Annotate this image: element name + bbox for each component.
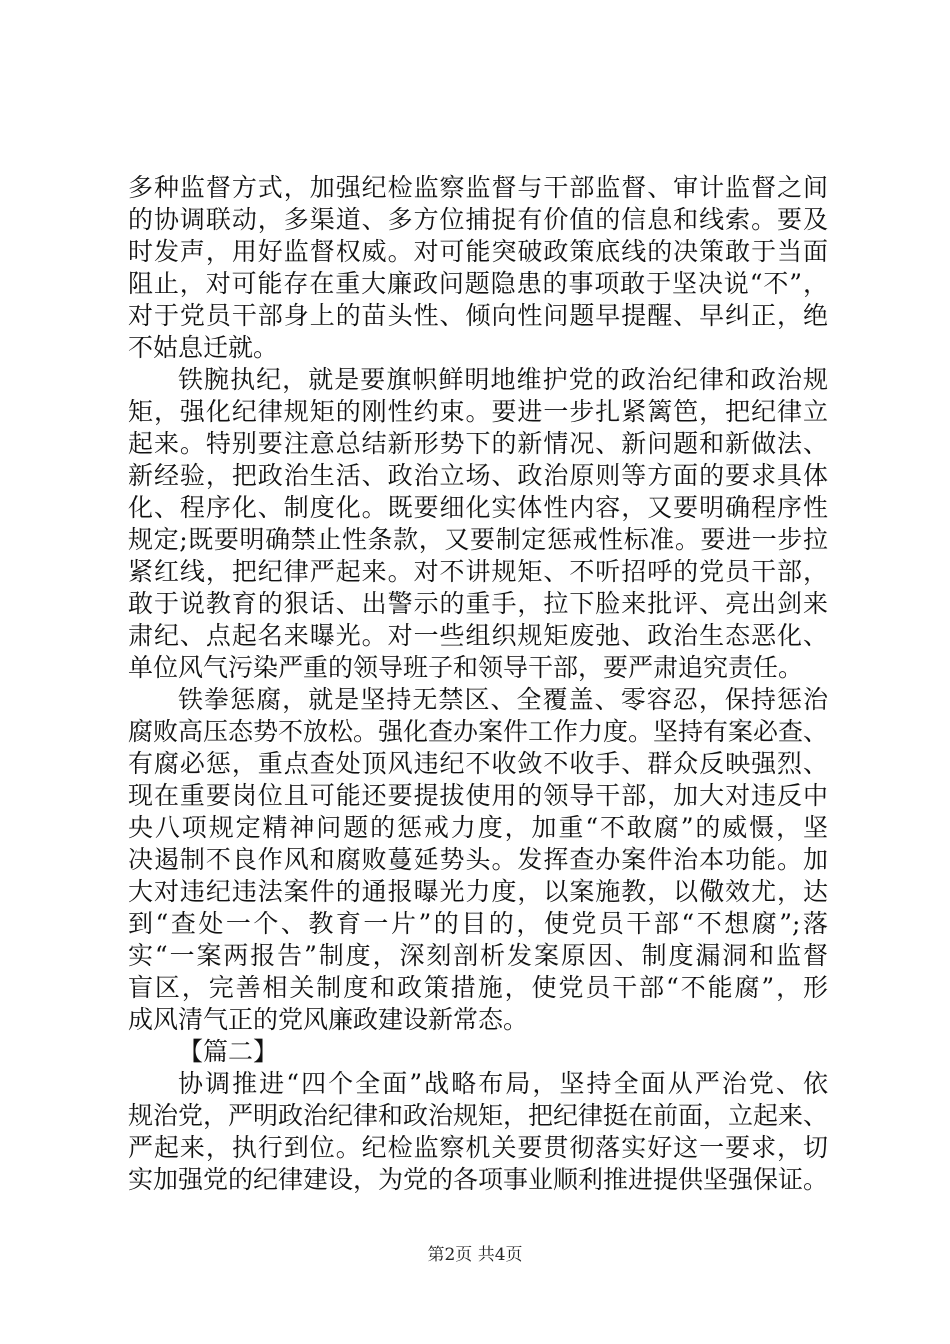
text-line: 化、程序化、制度化。既要细化实体性内容，又要明确程序性: [128, 493, 828, 522]
text-line: 的协调联动，多渠道、多方位捕捉有价值的信息和线索。要及: [128, 205, 828, 234]
text-line: 肃纪、点起名来曝光。对一些组织规矩废弛、政治生态恶化、: [128, 621, 828, 650]
text-line: 严起来，执行到位。纪检监察机关要贯彻落实好这一要求，切: [128, 1133, 828, 1162]
text-line: 大对违纪违法案件的通报曝光力度，以案施教，以儆效尤，达: [128, 877, 828, 906]
text-line: 有腐必惩，重点查处顶风违纪不收敛不收手、群众反映强烈、: [128, 749, 828, 778]
text-line: 腐败高压态势不放松。强化查办案件工作力度。坚持有案必查、: [128, 717, 829, 746]
text-line: 不姑息迁就。: [128, 333, 279, 362]
text-line: 盲区，完善相关制度和政策措施，使党员干部“不能腐”，形: [128, 973, 828, 1002]
text-line: 成风清气正的党风廉政建设新常态。: [128, 1005, 529, 1034]
text-line: 实“一案两报告”制度，深刻剖析发案原因、制度漏洞和监督: [128, 941, 828, 970]
document-body: [128, 172, 828, 1196]
text-line: 到“查处一个、教育一片”的目的，使党员干部“不想腐”;落: [128, 909, 828, 938]
text-line: 决遏制不良作风和腐败蔓延势头。发挥查办案件治本功能。加: [128, 845, 828, 874]
text-line: 单位风气污染严重的领导班子和领导干部，要严肃追究责任。: [128, 653, 804, 682]
text-line: 起来。特别要注意总结新形势下的新情况、新问题和新做法、: [128, 429, 828, 458]
text-line: 铁腕执纪，就是要旗帜鲜明地维护党的政治纪律和政治规: [178, 365, 828, 394]
text-line: 实加强党的纪律建设，为党的各项事业顺利推进提供坚强保证。: [128, 1165, 829, 1194]
text-line: 铁拳惩腐，就是坚持无禁区、全覆盖、零容忍，保持惩治: [178, 685, 828, 714]
text-line: 时发声，用好监督权威。对可能突破政策底线的决策敢于当面: [128, 237, 828, 266]
text-line: 阻止，对可能存在重大廉政问题隐患的事项敢于坚决说“不”，: [128, 269, 828, 298]
text-line: 规治党，严明政治纪律和政治规矩，把纪律挺在前面，立起来、: [128, 1101, 829, 1130]
text-line: 多种监督方式，加强纪检监察监督与干部监督、审计监督之间: [128, 173, 828, 202]
text-line: 对于党员干部身上的苗头性、倾向性问题早提醒、早纠正，绝: [128, 301, 828, 330]
text-line: 现在重要岗位且可能还要提拔使用的领导干部，加大对违反中: [128, 781, 828, 810]
page-footer: 第2页 共4页: [427, 1245, 523, 1265]
text-line: 协调推进“四个全面”战略布局，坚持全面从严治党、依: [178, 1069, 828, 1098]
text-line: 紧红线，把纪律严起来。对不讲规矩、不听招呼的党员干部，: [128, 557, 828, 586]
text-line: 矩，强化纪律规矩的刚性约束。要进一步扎紧篱笆，把纪律立: [128, 397, 828, 426]
text-line: 规定;既要明确禁止性条款，又要制定惩戒性标准。要进一步拉: [128, 525, 828, 554]
text-line: 新经验，把政治生活、政治立场、政治原则等方面的要求具体: [128, 461, 828, 490]
text-line: 敢于说教育的狠话、出警示的重手，拉下脸来批评、亮出剑来: [128, 589, 828, 618]
section-heading: 【篇二】: [178, 1037, 279, 1066]
text-line: 央八项规定精神问题的惩戒力度，加重“不敢腐”的威慑，坚: [128, 813, 828, 842]
